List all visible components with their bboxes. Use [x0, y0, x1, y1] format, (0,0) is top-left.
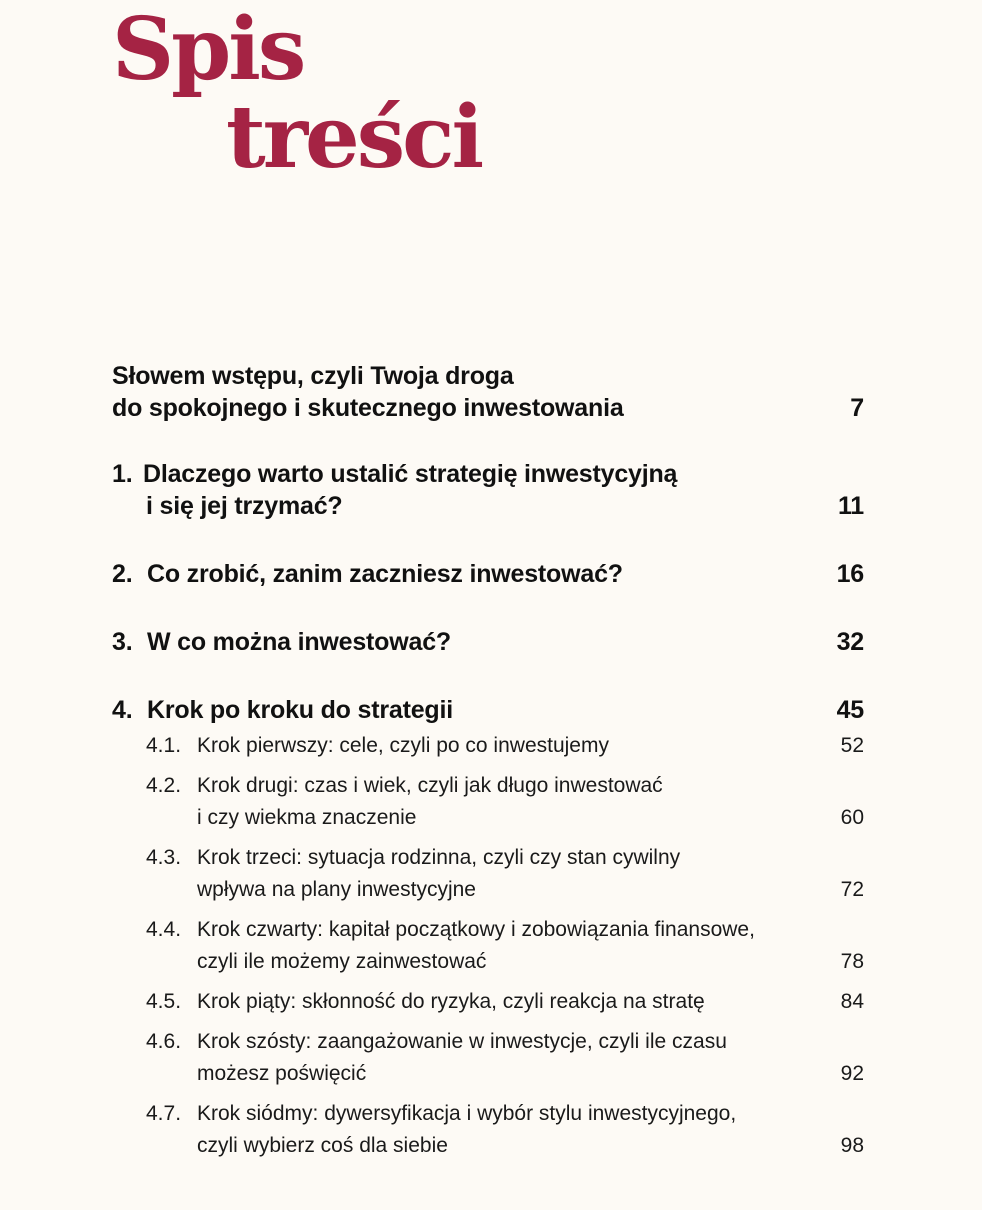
page-title — [112, 0, 482, 188]
section-number: 4.4. — [146, 918, 182, 941]
toc-entry-section-4-6[interactable] — [146, 1026, 864, 1090]
toc-entry-section-4-1[interactable] — [146, 730, 864, 762]
entry-title-line-1: Krok siódmy: dywersyfikacja i wybór stylu inwestycyjnego, — [197, 1102, 737, 1125]
chapter-number: 1. — [112, 460, 133, 488]
entry-title-line-2: i się jej trzymać? — [146, 492, 343, 520]
section-number: 4.3. — [146, 846, 182, 869]
section-number: 4.7. — [146, 1102, 182, 1125]
page-number: 7 — [850, 394, 864, 422]
entry-title-line-2: czyli wybierz coś dla siebie — [197, 1134, 448, 1157]
toc-entry-section-4-3[interactable] — [146, 842, 864, 906]
page-number: 72 — [840, 878, 864, 901]
entry-title-line-2: możesz poświęcić — [197, 1062, 367, 1085]
page-number: 11 — [837, 492, 864, 520]
chapter-number: 4. — [112, 696, 133, 724]
section-number: 4.6. — [146, 1030, 182, 1053]
entry-title: Krok pierwszy: cele, czyli po co inwestujemy — [197, 734, 609, 757]
entry-title: Co zrobić, zanim zaczniesz inwestować? — [147, 560, 623, 588]
toc-entry-section-4-7[interactable] — [146, 1098, 864, 1162]
toc-entry-section-4-2[interactable] — [146, 770, 864, 834]
chapter-number: 3. — [112, 628, 133, 656]
title-line-1: Spis — [112, 0, 304, 100]
entry-title-line-2: wpływa na plany inwestycyjne — [197, 878, 476, 901]
toc-entry-intro[interactable] — [112, 360, 864, 424]
entry-title-line-1: Krok szósty: zaangażowanie w inwestycje, czyli ile czasu — [197, 1030, 727, 1053]
page-number: 98 — [840, 1134, 864, 1157]
page-number: 32 — [836, 628, 864, 656]
page-number: 84 — [840, 990, 864, 1013]
entry-title-line-2: do spokojnego i skutecznego inwestowania — [112, 394, 624, 422]
section-number: 4.5. — [146, 990, 182, 1013]
entry-title-line-1: Słowem wstępu, czyli Twoja droga — [112, 362, 514, 390]
page-number: 78 — [840, 950, 864, 973]
entry-title-line-1: Krok trzeci: sytuacja rodzinna, czyli czy stan cywilny — [197, 846, 681, 869]
toc-entry-chapter-3[interactable] — [112, 626, 864, 658]
page-number: 45 — [836, 696, 864, 724]
entry-title: W co można inwestować? — [147, 628, 451, 656]
entry-title-line-1: Krok czwarty: kapitał początkowy i zobowiązania finansowe, — [197, 918, 755, 941]
chapter-number: 2. — [112, 560, 133, 588]
toc-entry-section-4-5[interactable] — [146, 986, 864, 1018]
page-number: 60 — [840, 806, 864, 829]
entry-title-line-1: Dlaczego warto ustalić strategię inwestycyjną — [143, 460, 678, 488]
table-of-contents — [112, 360, 864, 1162]
section-number: 4.1. — [146, 734, 182, 757]
entry-title: Krok piąty: skłonność do ryzyka, czyli reakcja na stratę — [197, 990, 705, 1013]
title-line-2: treści — [226, 87, 482, 188]
toc-entry-section-4-4[interactable] — [146, 914, 864, 978]
entry-title: Krok po kroku do strategii — [147, 696, 453, 724]
entry-title-line-2: i czy wiekma znaczenie — [197, 806, 417, 829]
page-number: 52 — [840, 734, 864, 757]
toc-entry-chapter-4[interactable] — [112, 694, 864, 726]
toc-entry-chapter-1[interactable] — [112, 458, 864, 522]
entry-title-line-1: Krok drugi: czas i wiek, czyli jak długo inwestować — [197, 774, 663, 797]
toc-entry-chapter-2[interactable] — [112, 558, 864, 590]
section-number: 4.2. — [146, 774, 182, 797]
entry-title-line-2: czyli ile możemy zainwestować — [197, 950, 487, 973]
page-number: 16 — [836, 560, 864, 588]
page-number: 92 — [840, 1062, 864, 1085]
